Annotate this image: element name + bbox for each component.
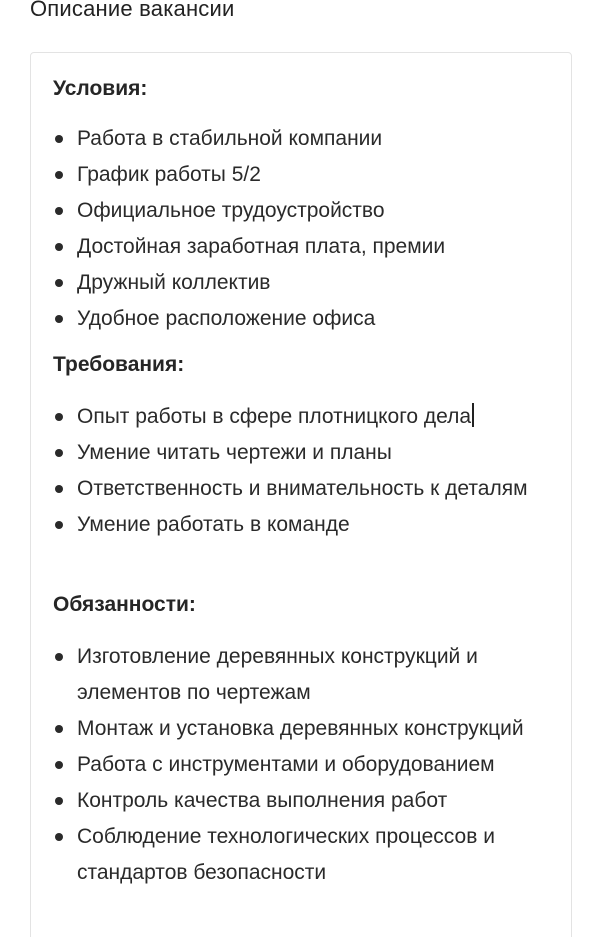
requirements-heading: Требования:: [53, 353, 185, 376]
duties-list: [53, 639, 553, 891]
list-item: Работа с инструментами и оборудованием: [53, 747, 553, 783]
duties-heading: Обязанности:: [53, 593, 196, 616]
list-item: Умение читать чертежи и планы: [53, 435, 553, 471]
requirements-list: [53, 399, 553, 543]
list-item: [53, 399, 553, 435]
conditions-list: [53, 121, 553, 337]
page-title: Описание вакансии: [30, 0, 235, 21]
list-item: Соблюдение технологических процессов и стандартов безопасности: [53, 819, 553, 891]
list-item: Умение работать в команде: [53, 507, 553, 543]
list-item: Изготовление деревянных конструкций и элементов по чертежам: [53, 639, 553, 711]
list-item-text: Опыт работы в сфере плотницкого дела: [77, 405, 472, 428]
text-cursor: [472, 403, 474, 427]
list-item: Удобное расположение офиса: [53, 301, 553, 337]
list-item: График работы 5/2: [53, 157, 553, 193]
list-item: Монтаж и установка деревянных конструкций: [53, 711, 553, 747]
vacancy-description-card[interactable]: [30, 52, 572, 937]
list-item: Достойная заработная плата, премии: [53, 229, 553, 265]
list-item: Контроль качества выполнения работ: [53, 783, 553, 819]
list-item: Дружный коллектив: [53, 265, 553, 301]
list-item: Официальное трудоустройство: [53, 193, 553, 229]
list-item: Ответственность и внимательность к деталям: [53, 471, 553, 507]
list-item: Работа в стабильной компании: [53, 121, 553, 157]
conditions-heading: Условия:: [53, 77, 148, 100]
